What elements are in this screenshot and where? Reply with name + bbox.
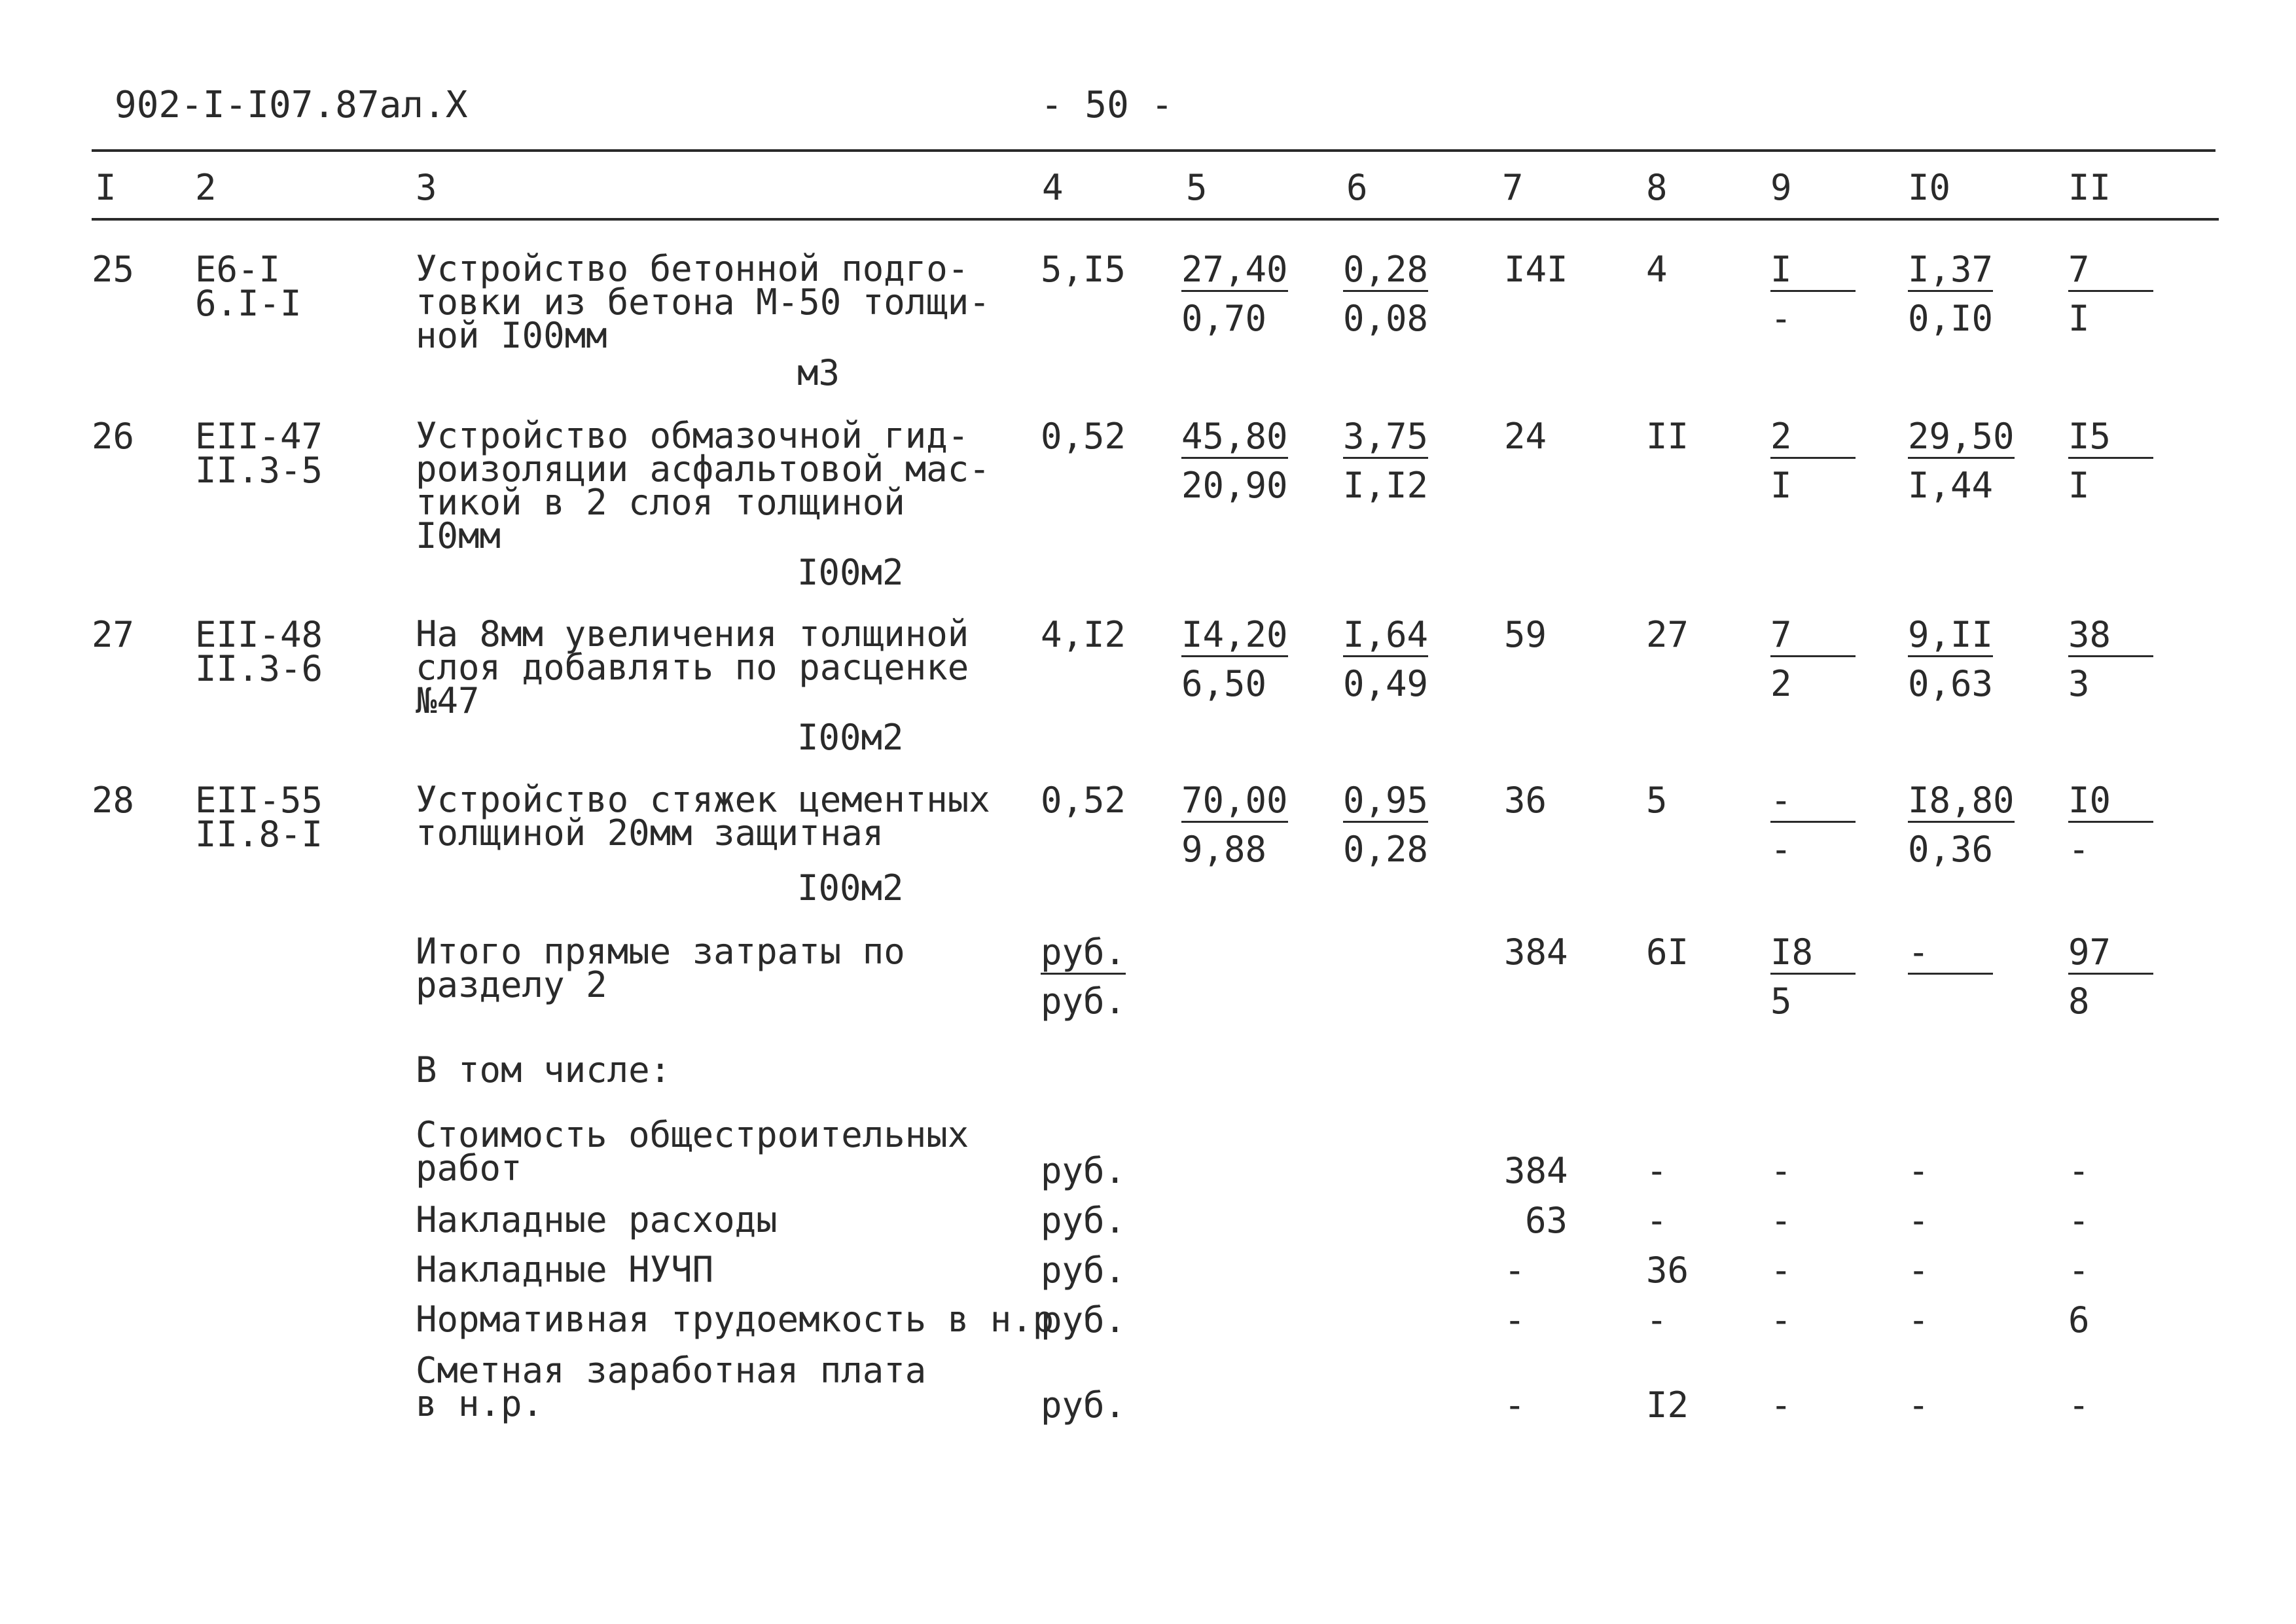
breakdown-col9: - [1770,1384,1792,1426]
column-header-11: II [2068,167,2111,208]
breakdown-label-line: Стоимость общестроительных [416,1114,969,1155]
operating-cost-bottom: 0,28 [1343,829,1429,870]
totals-col11-bottom: 8 [2068,981,2090,1022]
column-header-5: 5 [1186,167,1208,208]
norm-code: ЕII-55 [195,780,323,821]
breakdown-unit: руб. [1041,1200,1126,1241]
breakdown-col9: - [1770,1200,1792,1241]
breakdown-label-line: Накладные НУЧП [416,1249,714,1290]
norm-subcode: 6.I-I [195,283,302,324]
breakdown-col9: - [1770,1299,1792,1341]
column-header-4: 4 [1042,167,1064,208]
unit-cost-bottom: 0,70 [1181,298,1267,339]
breakdown-col7: - [1504,1384,1526,1426]
col9-bottom: - [1770,298,1792,339]
including-label: В том числе: [416,1049,672,1091]
breakdown-unit: руб. [1041,1250,1126,1291]
col11-bottom: I [2068,465,2090,506]
col9-top: - [1770,783,1856,823]
breakdown-col8: - [1646,1200,1668,1241]
col10-top: 9,II [1908,617,1993,657]
totals-col7: 384 [1504,931,1568,973]
breakdown-col9: - [1770,1250,1792,1291]
table-top-rule [92,149,2215,152]
totals-col11-top: 97 [2068,935,2153,975]
norm-code: Е6-I [195,249,281,290]
breakdown-col11: - [2068,1384,2090,1426]
breakdown-label [416,1350,927,1424]
breakdown-unit: руб. [1041,1384,1126,1426]
operating-cost-top: 0,95 [1343,783,1428,823]
operating-cost-bottom: 0,49 [1343,663,1429,704]
breakdown-col8: - [1646,1299,1668,1341]
description-line: толщиной 20мм защитная [416,812,884,854]
document-code: 902-I-I07.87ал.X [115,84,468,126]
breakdown-col11: - [2068,1150,2090,1191]
breakdown-col7: - [1504,1299,1526,1341]
breakdown-col11: 6 [2068,1299,2090,1341]
breakdown-label-line: Сметная заработная плата [416,1350,927,1391]
breakdown-col7: 63 [1525,1200,1568,1241]
breakdown-label-line: Накладные расходы [416,1199,778,1240]
breakdown-label [416,1249,714,1290]
row-number: 28 [92,780,135,821]
unit-cost-bottom: 20,90 [1181,465,1288,506]
col9-top: I [1770,252,1856,292]
work-description [416,613,969,721]
quantity: 0,52 [1041,416,1126,457]
column-header-1: I [95,167,117,208]
breakdown-col10: - [1908,1384,1929,1426]
description-line: Устройство обмазочной гид- [416,415,969,456]
breakdown-label-line: в н.р. [416,1383,544,1424]
breakdown-col10: - [1908,1200,1929,1241]
unit-of-measure: I00м2 [797,717,904,758]
col9-bottom: - [1770,829,1792,870]
unit-of-measure: I00м2 [797,552,904,593]
col9-top: 2 [1770,419,1856,459]
overhead-cost: 27 [1646,614,1689,655]
totals-label [416,931,905,1005]
total-cost: 24 [1504,416,1547,457]
quantity: 5,I5 [1041,249,1126,290]
description-line: На 8мм увеличения толщиной [416,613,969,655]
quantity: 0,52 [1041,780,1126,821]
total-cost: 36 [1504,780,1547,821]
totals-col9-bottom: 5 [1770,981,1792,1022]
breakdown-col10: - [1908,1250,1929,1291]
norm-subcode: II.3-5 [195,450,323,491]
unit-of-measure: м3 [797,352,840,393]
col9-top: 7 [1770,617,1856,657]
totals-label-line: Итого прямые затраты по [416,931,905,972]
unit-cost-top: 27,40 [1181,252,1288,292]
description-line: Устройство бетонной подго- [416,248,969,289]
breakdown-unit: руб. [1041,1150,1126,1191]
description-line: тикой в 2 слоя толщиной [416,482,905,523]
breakdown-col8: I2 [1646,1384,1689,1426]
totals-unit-bottom: руб. [1041,981,1126,1022]
breakdown-col8: 36 [1646,1250,1689,1291]
totals-col10-top: - [1908,935,1993,975]
breakdown-label-line: Нормативная трудоемкость в н.р [416,1299,1054,1340]
col10-top: I8,80 [1908,783,2015,823]
totals-unit-top: руб. [1041,935,1126,975]
col11-bottom: I [2068,298,2090,339]
col9-bottom: 2 [1770,663,1792,704]
unit-cost-top: 70,00 [1181,783,1288,823]
row-number: 27 [92,614,135,655]
breakdown-label-line: работ [416,1147,522,1189]
column-header-6: 6 [1346,167,1368,208]
overhead-cost: 5 [1646,780,1668,821]
breakdown-col10: - [1908,1150,1929,1191]
page-number: - 50 - [1041,84,1174,126]
breakdown-col7: - [1504,1250,1526,1291]
column-header-8: 8 [1646,167,1668,208]
col10-top: 29,50 [1908,419,2015,459]
overhead-cost: 4 [1646,249,1668,290]
col11-top: 38 [2068,617,2153,657]
breakdown-col10: - [1908,1299,1929,1341]
breakdown-label [416,1114,969,1189]
totals-label-line: разделу 2 [416,964,607,1005]
col10-top: I,37 [1908,252,1993,292]
breakdown-col11: - [2068,1200,2090,1241]
operating-cost-top: 3,75 [1343,419,1428,459]
quantity: 4,I2 [1041,614,1126,655]
row-number: 26 [92,416,135,457]
col10-bottom: 0,36 [1908,829,1994,870]
norm-subcode: II.8-I [195,814,323,855]
description-line: роизоляции асфальтовой мас- [416,448,990,490]
breakdown-col7: 384 [1504,1150,1568,1191]
column-header-9: 9 [1770,167,1792,208]
col10-bottom: I,44 [1908,465,1994,506]
unit-cost-top: 45,80 [1181,419,1288,459]
work-description [416,779,990,854]
col11-top: I5 [2068,419,2153,459]
totals-col8: 6I [1646,931,1689,973]
column-header-7: 7 [1502,167,1524,208]
description-line: Устройство стяжек цементных [416,779,990,820]
operating-cost-bottom: 0,08 [1343,298,1429,339]
breakdown-col8: - [1646,1150,1668,1191]
norm-code: ЕII-47 [195,416,323,457]
breakdown-label [416,1299,1054,1340]
operating-cost-bottom: I,I2 [1343,465,1429,506]
col10-bottom: 0,I0 [1908,298,1994,339]
total-cost: I4I [1504,249,1568,290]
unit-cost-top: I4,20 [1181,617,1288,657]
row-number: 25 [92,249,135,290]
description-line: товки из бетона М-50 толщи- [416,281,990,323]
description-line: I0мм [416,515,501,556]
breakdown-col9: - [1770,1150,1792,1191]
column-header-10: I0 [1908,167,1951,208]
overhead-cost: II [1646,416,1689,457]
col10-bottom: 0,63 [1908,663,1994,704]
unit-cost-bottom: 9,88 [1181,829,1267,870]
col11-bottom: - [2068,829,2090,870]
norm-subcode: II.3-6 [195,648,323,689]
norm-code: ЕII-48 [195,614,323,655]
breakdown-label [416,1199,778,1240]
unit-cost-bottom: 6,50 [1181,663,1267,704]
breakdown-unit: руб. [1041,1299,1126,1341]
totals-col9-top: I8 [1770,935,1856,975]
description-line: слоя добавлять по расценке [416,647,969,688]
operating-cost-top: I,64 [1343,617,1428,657]
breakdown-col11: - [2068,1250,2090,1291]
column-header-3: 3 [416,167,437,208]
work-description [416,248,990,356]
col11-top: 7 [2068,252,2153,292]
col11-bottom: 3 [2068,663,2090,704]
column-header-2: 2 [195,167,217,208]
table-header-rule [92,218,2219,221]
operating-cost-top: 0,28 [1343,252,1428,292]
unit-of-measure: I00м2 [797,867,904,909]
total-cost: 59 [1504,614,1547,655]
work-description [416,415,990,556]
description-line: №47 [416,680,480,721]
col9-bottom: I [1770,465,1792,506]
col11-top: I0 [2068,783,2153,823]
description-line: ной I00мм [416,315,607,356]
